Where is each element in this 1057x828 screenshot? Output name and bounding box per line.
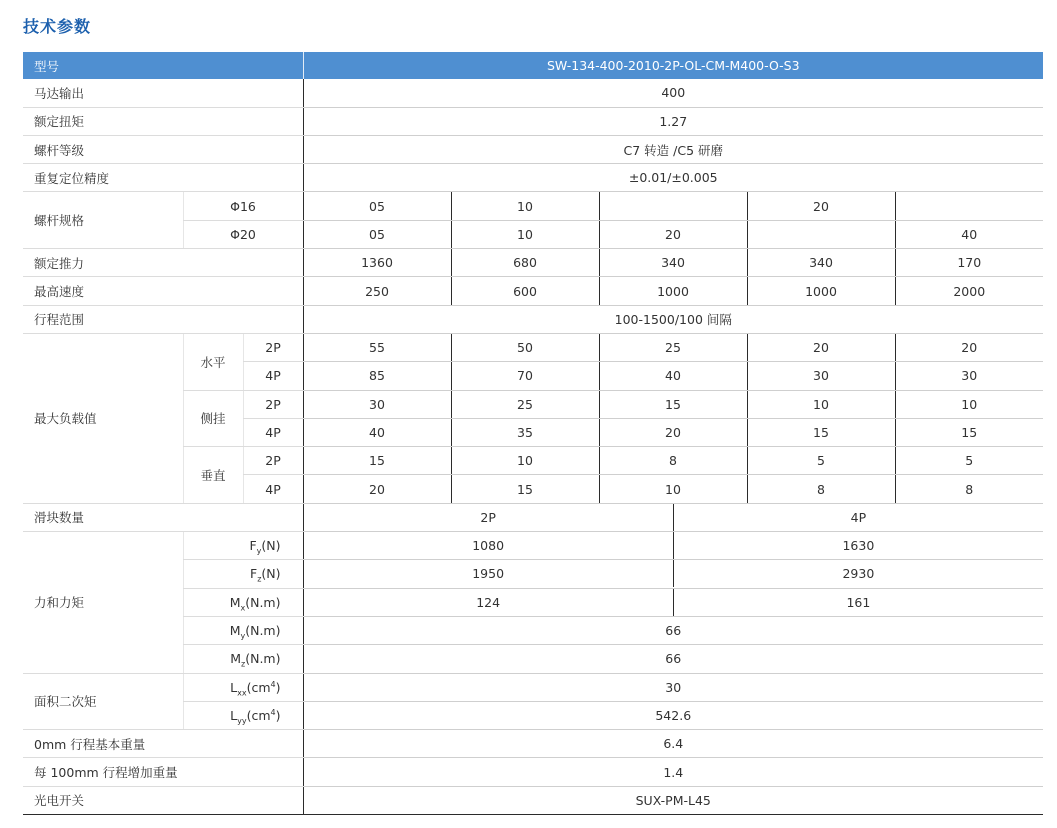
row-label: 螺杆规格 <box>23 192 183 249</box>
sub-label: 垂直 <box>183 447 243 504</box>
cell <box>895 192 1043 220</box>
cell: 10 <box>747 390 895 418</box>
cell: 30 <box>747 362 895 390</box>
cell: 5 <box>747 447 895 475</box>
row-value: 400 <box>303 79 1043 107</box>
row-value: 1.4 <box>303 758 1043 786</box>
cell: 70 <box>451 362 599 390</box>
table-row <box>23 192 1043 220</box>
table-row <box>23 305 1043 333</box>
cell: 30 <box>303 390 451 418</box>
cell: 20 <box>895 333 1043 361</box>
header-label: 型号 <box>23 52 303 79</box>
row-value: C7 转造 /C5 研磨 <box>303 135 1043 163</box>
cell: 124 <box>476 594 501 610</box>
sub-label: 2P <box>243 447 303 475</box>
cell: 15 <box>599 390 747 418</box>
sub-label: 4P <box>243 362 303 390</box>
model-number: SW-134-400-2010-2P-OL-CM-M400-O-S3 <box>303 52 1043 79</box>
table-row <box>23 758 1043 786</box>
row-label: 光电开关 <box>23 786 303 814</box>
cell: 10 <box>895 390 1043 418</box>
sub-label: Φ16 <box>183 192 303 220</box>
cell: 40 <box>895 220 1043 248</box>
cell: 8 <box>895 475 1043 503</box>
row-value: 6.4 <box>303 730 1043 758</box>
sub-label: $F_z(N)$ <box>183 560 303 588</box>
cell: 170 <box>895 249 1043 277</box>
row-label: 最大负载值 <box>23 333 183 503</box>
row-label: 0mm 行程基本重量 <box>23 730 303 758</box>
cell: 30 <box>895 362 1043 390</box>
sub-label: 4P <box>243 418 303 446</box>
cell: 2930 <box>673 560 1043 587</box>
row-label: 螺杆等级 <box>23 135 303 163</box>
sub-label: $M_z(N.m)$ <box>183 645 303 673</box>
cell: 15 <box>303 447 451 475</box>
table-row <box>23 277 1043 305</box>
row-label: 额定推力 <box>23 249 303 277</box>
cell: 20 <box>599 418 747 446</box>
row-label: 额定扭矩 <box>23 107 303 135</box>
row-value: 66 <box>303 616 1043 644</box>
row-value: SUX-PM-L45 <box>303 786 1043 814</box>
row-value: 30 <box>303 673 1043 701</box>
cell <box>747 220 895 248</box>
row-value: 66 <box>303 645 1043 673</box>
cell: 40 <box>303 418 451 446</box>
cell: 10 <box>599 475 747 503</box>
cell: 15 <box>895 418 1043 446</box>
cell: 8 <box>747 475 895 503</box>
cell: 40 <box>599 362 747 390</box>
row-label: 力和力矩 <box>23 532 183 673</box>
table-row <box>23 532 1043 560</box>
sub-label: 4P <box>243 475 303 503</box>
cell: 20 <box>747 333 895 361</box>
table-row <box>23 730 1043 758</box>
cell: 1080 <box>472 538 505 554</box>
cell: 340 <box>599 249 747 277</box>
cell: 10 <box>451 192 599 220</box>
sub-label: Φ20 <box>183 220 303 248</box>
sub-label: 2P <box>243 390 303 418</box>
cell: 1360 <box>303 249 451 277</box>
table-header-row <box>23 52 1043 79</box>
cell: 680 <box>451 249 599 277</box>
row-label: 滑块数量 <box>23 503 303 531</box>
table-row <box>23 107 1043 135</box>
cell: 05 <box>303 192 451 220</box>
row-label: 面积二次矩 <box>23 673 183 730</box>
cell: 35 <box>451 418 599 446</box>
sub-label: $L_{yy}(cm^4)$ <box>183 701 303 729</box>
row-value: ±0.01/±0.005 <box>303 164 1043 192</box>
cell: 161 <box>673 589 1043 616</box>
cell: 5 <box>895 447 1043 475</box>
sub-label: $F_y(N)$ <box>183 532 303 560</box>
row-value: 100-1500/100 间隔 <box>303 305 1043 333</box>
cell: 1000 <box>599 277 747 305</box>
page-title: 技术参数 <box>23 17 92 36</box>
row-label: 行程范围 <box>23 305 303 333</box>
cell: 20 <box>303 475 451 503</box>
cell: 25 <box>599 333 747 361</box>
row-label: 每 100mm 行程增加重量 <box>23 758 303 786</box>
cell: 600 <box>451 277 599 305</box>
sub-label: $L_{xx}(cm^4)$ <box>183 673 303 701</box>
cell: 10 <box>451 220 599 248</box>
cell: 05 <box>303 220 451 248</box>
cell: 15 <box>747 418 895 446</box>
cell: 1950 <box>472 566 505 582</box>
cell: 50 <box>451 333 599 361</box>
table-row <box>23 164 1043 192</box>
row-value: 542.6 <box>303 701 1043 729</box>
row-label: 马达输出 <box>23 79 303 107</box>
cell: 250 <box>303 277 451 305</box>
cell: 1000 <box>747 277 895 305</box>
row-label: 重复定位精度 <box>23 164 303 192</box>
cell: 10 <box>451 447 599 475</box>
sub-label: $M_x(N.m)$ <box>183 588 303 616</box>
cell: 4P <box>673 504 1043 531</box>
cell: 8 <box>599 447 747 475</box>
table-row <box>23 249 1043 277</box>
table-row <box>23 503 1043 531</box>
cell: 15 <box>451 475 599 503</box>
row-value: 1.27 <box>303 107 1043 135</box>
table-row <box>23 673 1043 701</box>
table-row <box>23 786 1043 814</box>
cell: 340 <box>747 249 895 277</box>
row-label: 最高速度 <box>23 277 303 305</box>
cell: 55 <box>303 333 451 361</box>
sub-label: 侧挂 <box>183 390 243 447</box>
cell <box>599 192 747 220</box>
table-row <box>23 79 1043 107</box>
cell: 2P <box>480 509 496 525</box>
cell: 1630 <box>673 532 1043 559</box>
cell: 20 <box>747 192 895 220</box>
cell: 85 <box>303 362 451 390</box>
cell: 2000 <box>895 277 1043 305</box>
table-row <box>23 333 1043 361</box>
sub-label: $M_y(N.m)$ <box>183 616 303 644</box>
sub-label: 2P <box>243 333 303 361</box>
cell: 25 <box>451 390 599 418</box>
sub-label: 水平 <box>183 333 243 390</box>
cell: 20 <box>599 220 747 248</box>
spec-table <box>23 52 1043 815</box>
table-row <box>23 135 1043 163</box>
